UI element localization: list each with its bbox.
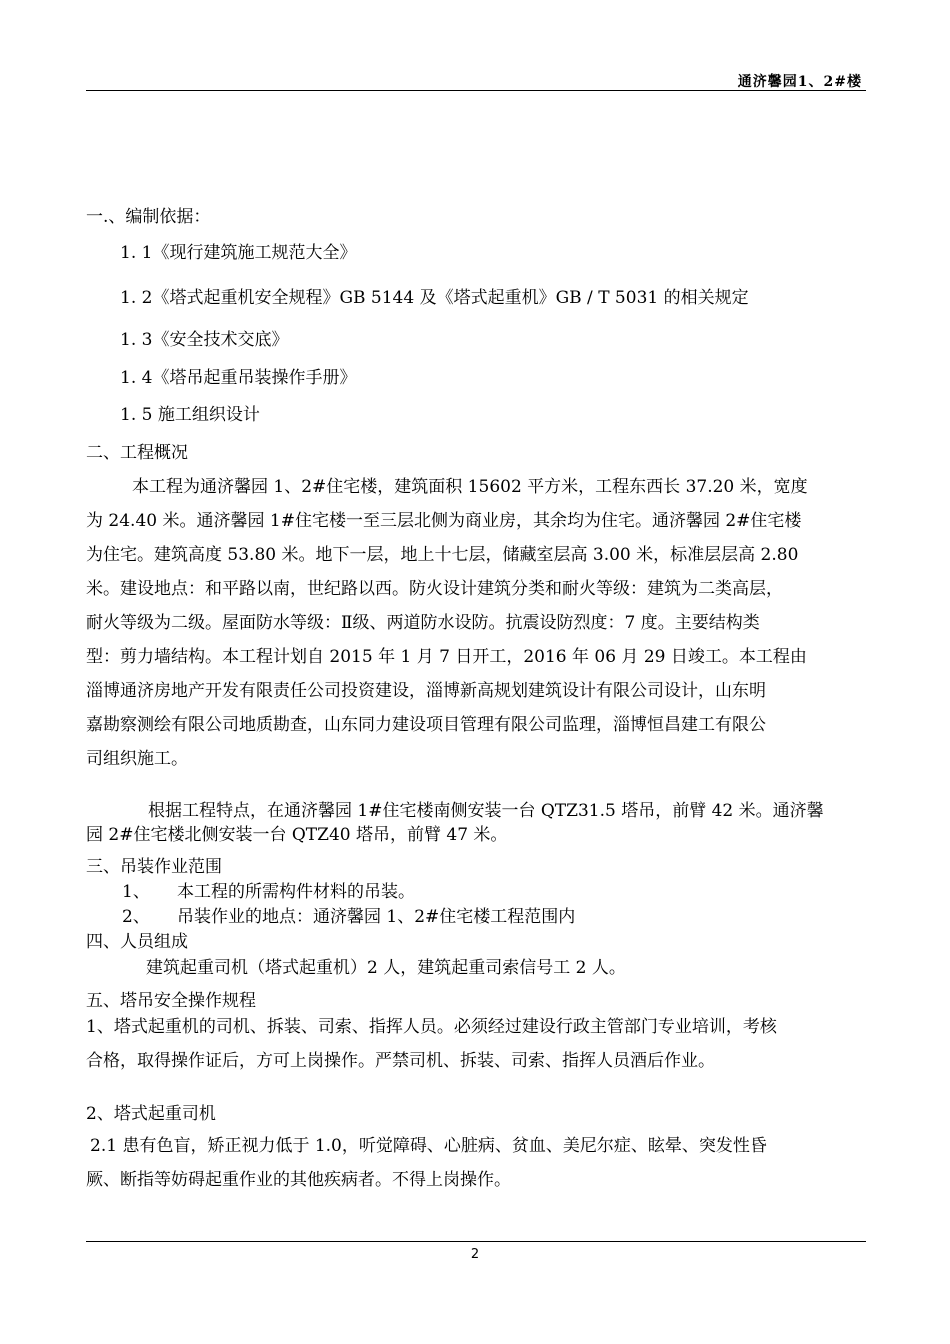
scope-item-number: 2、 [122,907,150,927]
section-1-heading: 一.、编制依据： [86,207,211,227]
basis-item-1: 1. 1《现行建筑施工规范大全》 [120,243,357,263]
basis-item-2: 1. 2《塔式起重机安全规程》GB 5144 及《塔式起重机》GB / T 5031 的相关规定 [120,288,749,308]
footer-divider [86,1241,866,1242]
overview-line: 嘉勘察测绘有限公司地质勘查，山东同力建设项目管理有限公司监理，淄博恒昌建工有限公 [86,715,766,735]
header-title: 通济馨园1、2#楼 [737,74,862,90]
overview-line: 淄博通济房地产开发有限责任公司投资建设，淄博新高规划建筑设计有限公司设计，山东明 [86,681,766,701]
personnel-text: 建筑起重司机（塔式起重机）2 人，建筑起重司索信号工 2 人。 [146,958,626,978]
overview-line: 为住宅。建筑高度 53.80 米。地下一层，地上十七层，储藏室层高 3.00 米，标准层层高 2.80 [86,545,799,565]
basis-item-5: 1. 5 施工组织设计 [120,405,260,425]
scope-item-text: 吊装作业的地点：通济馨园 1、2#住宅楼工程范围内 [177,907,576,927]
rule-line: 厥、断指等妨碍起重作业的其他疾病者。不得上岗操作。 [86,1170,511,1190]
overview-line: 本工程为通济馨园 1、2#住宅楼，建筑面积 15602 平方米，工程东西长 37.20 米，宽度 [132,477,808,497]
overview-line: 型：剪力墙结构。本工程计划自 2015 年 1 月 7 日开工，2016 年 06 月 29 日竣工。本工程由 [86,647,807,667]
basis-item-4: 1. 4《塔吊起重吊装操作手册》 [120,368,357,388]
crane-line: 根据工程特点，在通济馨园 1#住宅楼南侧安装一台 QTZ31.5 塔吊，前臂 42 米。通济馨 [148,801,824,821]
section-5-heading: 五、塔吊安全操作规程 [86,991,256,1011]
overview-line: 司组织施工。 [86,749,188,769]
section-4-heading: 四、人员组成 [86,932,188,952]
page-number: 2 [470,1247,480,1262]
scope-item-text: 本工程的所需构件材料的吊装。 [177,882,415,902]
scope-item-1 [122,877,415,902]
scope-item-number: 1、 [122,882,150,902]
operation-rule-1 [86,1010,864,1078]
operation-rule-2-1 [86,1129,864,1197]
section-2-heading: 二、工程概况 [86,443,188,463]
rule-line: 2.1 患有色盲，矫正视力低于 1.0，听觉障碍、心脏病、贫血、美尼尔症、眩晕、突发性昏 [90,1136,767,1156]
overview-line: 耐火等级为二级。屋面防水等级：Ⅱ级、两道防水设防。抗震设防烈度：7 度。主要结构类 [86,613,760,633]
rule-line: 1、塔式起重机的司机、拆装、司索、指挥人员。必须经过建设行政主管部门专业培训，考核 [86,1017,777,1037]
basis-item-3: 1. 3《安全技术交底》 [120,330,289,350]
operation-rule-2-heading: 2、塔式起重司机 [86,1104,216,1124]
page-header [86,60,866,91]
section-3-heading: 三、吊装作业范围 [86,857,222,877]
crane-line: 园 2#住宅楼北侧安装一台 QTZ40 塔吊，前臂 47 米。 [86,825,508,845]
overview-line: 为 24.40 米。通济馨园 1#住宅楼一至三层北侧为商业房，其余均为住宅。通济馨园 2#住宅楼 [86,511,802,531]
scope-item-2 [122,902,575,927]
tower-crane-paragraph [86,799,864,847]
overview-line: 米。建设地点：和平路以南，世纪路以西。防火设计建筑分类和耐火等级：建筑为二类高层， [86,579,783,599]
project-overview-paragraph [86,470,864,776]
rule-line: 合格，取得操作证后，方可上岗操作。严禁司机、拆装、司索、指挥人员酒后作业。 [86,1051,715,1071]
